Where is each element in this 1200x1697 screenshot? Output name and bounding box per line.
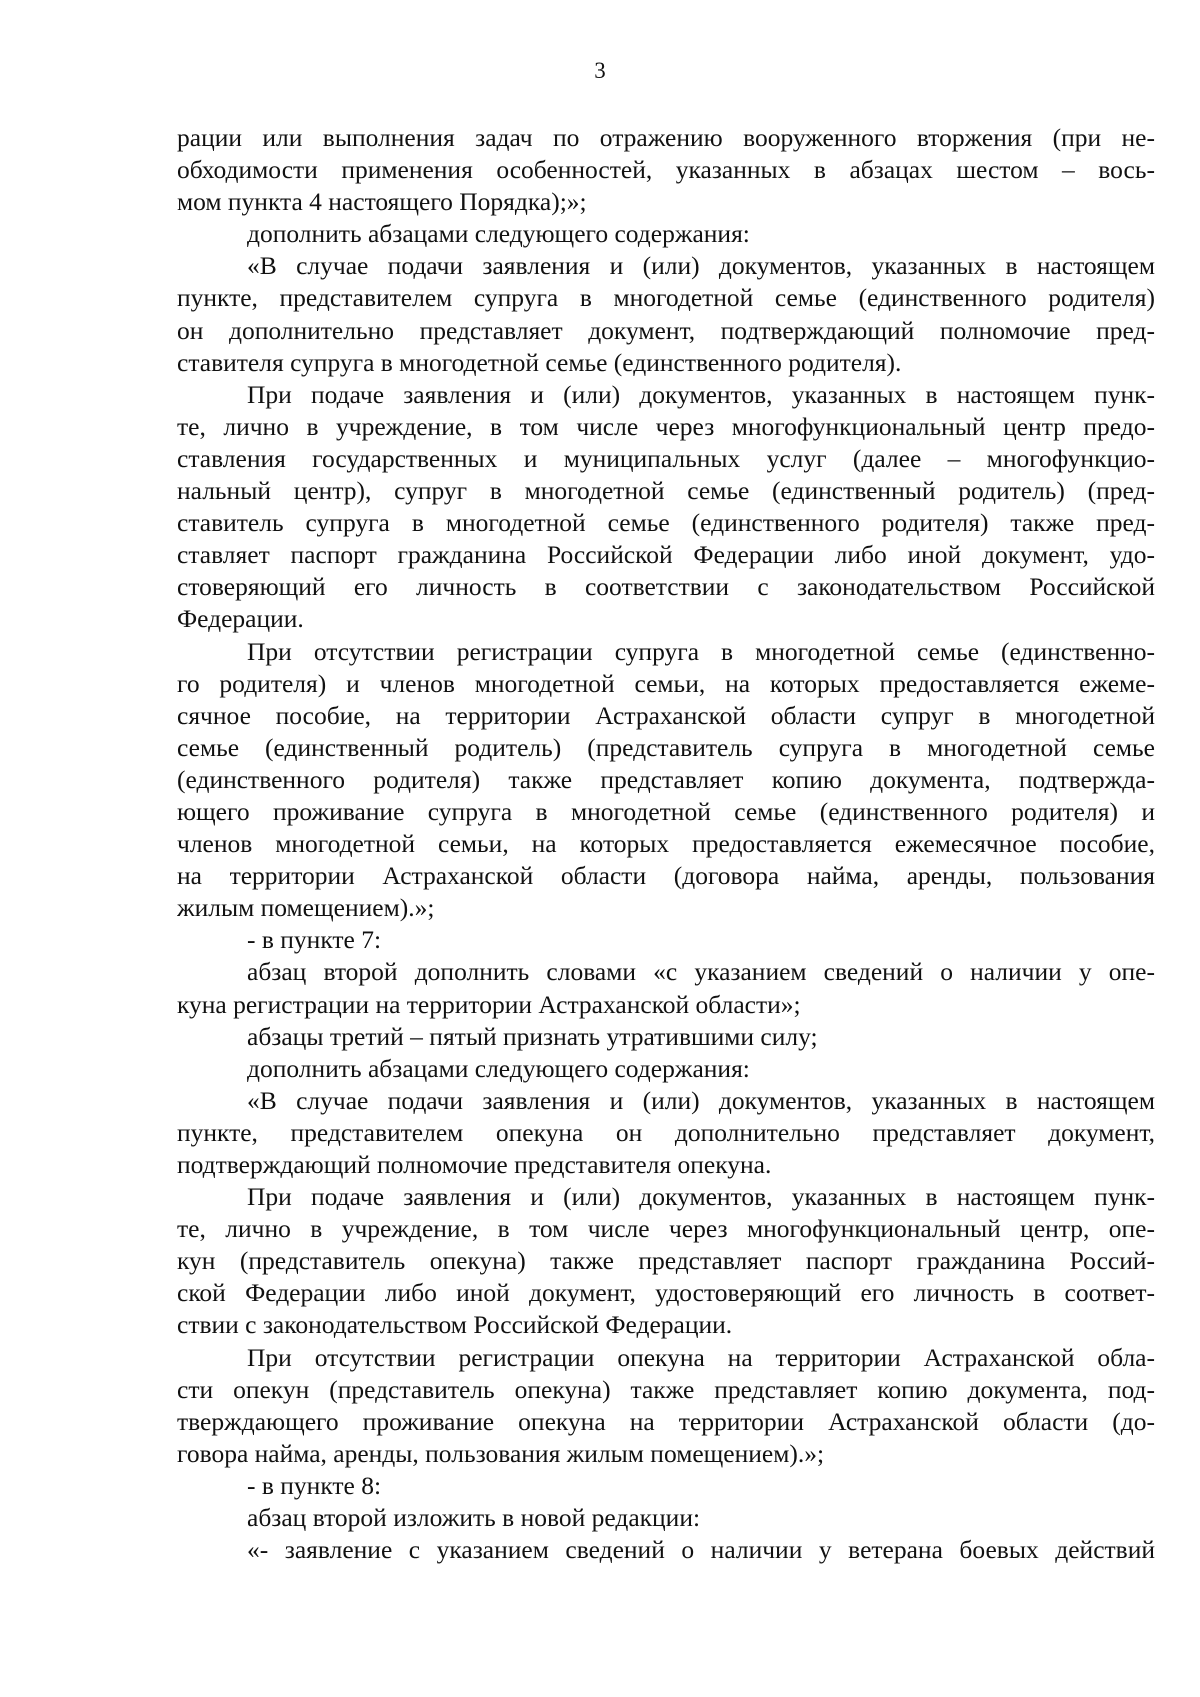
text-line: ставитель супруга в многодетной семье (единственного родителя) также пред- bbox=[177, 508, 1155, 538]
text-line: При подаче заявления и (или) документов, указанных в настоящем пунк- bbox=[247, 379, 1155, 409]
text-line: стоверяющий его личность в соответствии с законодательством Российской bbox=[177, 572, 1155, 602]
text-line: дополнить абзацами следующего содержания: bbox=[247, 1053, 750, 1083]
text-line: ющего проживание супруга в многодетной семье (единственного родителя) и bbox=[177, 796, 1155, 826]
text-line: (единственного родителя) также представляет копию документа, подтвержда- bbox=[177, 764, 1155, 794]
text-line: те, лично в учреждение, в том числе через многофункциональный центр предо- bbox=[177, 411, 1155, 441]
text-line: нальный центр), супруг в многодетной семье (единственный родитель) (пред- bbox=[177, 476, 1155, 506]
text-line: При отсутствии регистрации опекуна на территории Астраханской обла- bbox=[247, 1342, 1155, 1372]
text-line: абзацы третий – пятый признать утратившими силу; bbox=[247, 1021, 818, 1051]
text-line: куна регистрации на территории Астраханской области»; bbox=[177, 989, 801, 1019]
text-line: го родителя) и членов многодетной семьи, на которых предоставляется ежеме- bbox=[177, 668, 1155, 698]
text-line: «В случае подачи заявления и (или) документов, указанных в настоящем bbox=[247, 1085, 1155, 1115]
text-line: Федерации. bbox=[177, 604, 304, 634]
text-line: пункте, представителем опекуна он дополнительно представляет документ, bbox=[177, 1117, 1155, 1147]
text-line: ствии с законодательством Российской Федерации. bbox=[177, 1310, 733, 1340]
text-line: он дополнительно представляет документ, подтверждающий полномочие пред- bbox=[177, 315, 1155, 345]
text-line: членов многодетной семьи, на которых предоставляется ежемесячное пособие, bbox=[177, 829, 1155, 859]
text-line: ской Федерации либо иной документ, удостоверяющий его личность в соответ- bbox=[177, 1278, 1155, 1308]
text-line: ставляет паспорт гражданина Российской Федерации либо иной документ, удо- bbox=[177, 540, 1155, 570]
text-line: дополнить абзацами следующего содержания: bbox=[247, 219, 750, 249]
text-line: При отсутствии регистрации супруга в многодетной семье (единственно- bbox=[247, 636, 1155, 666]
text-line: кун (представитель опекуна) также представляет паспорт гражданина Россий- bbox=[177, 1246, 1155, 1276]
text-line: те, лично в учреждение, в том числе через многофункциональный центр, опе- bbox=[177, 1214, 1155, 1244]
text-line: ставителя супруга в многодетной семье (единственного родителя). bbox=[177, 347, 902, 377]
text-line: сти опекун (представитель опекуна) также представляет копию документа, под- bbox=[177, 1374, 1155, 1404]
text-line: жилым помещением).»; bbox=[177, 893, 435, 923]
text-line: пункте, представителем супруга в многодетной семье (единственного родителя) bbox=[177, 283, 1155, 313]
document-body bbox=[177, 122, 1155, 1566]
text-line: мом пункта 4 настоящего Порядка);»; bbox=[177, 187, 587, 217]
text-line: на территории Астраханской области (договора найма, аренды, пользования bbox=[177, 861, 1155, 891]
text-line: абзац второй дополнить словами «с указанием сведений о наличии у опе- bbox=[247, 957, 1155, 987]
text-line: рации или выполнения задач по отражению вооруженного вторжения (при не- bbox=[177, 123, 1155, 152]
text-line: «В случае подачи заявления и (или) документов, указанных в настоящем bbox=[247, 251, 1155, 281]
text-line: «- заявление с указанием сведений о наличии у ветерана боевых действий bbox=[247, 1535, 1155, 1565]
text-line: - в пункте 8: bbox=[247, 1470, 382, 1500]
text-line: подтверждающий полномочие представителя опекуна. bbox=[177, 1150, 772, 1179]
text-line: обходимости применения особенностей, указанных в абзацах шестом – вось- bbox=[177, 155, 1155, 185]
text-line: сячное пособие, на территории Астраханской области супруг в многодетной bbox=[177, 700, 1155, 730]
text-line: говора найма, аренды, пользования жилым помещением).»; bbox=[177, 1438, 825, 1468]
text-line: семье (единственный родитель) (представитель супруга в многодетной семье bbox=[177, 732, 1155, 762]
text-line: тверждающего проживание опекуна на территории Астраханской области (до- bbox=[177, 1406, 1155, 1436]
text-line: ставления государственных и муниципальных услуг (далее – многофункцио- bbox=[177, 443, 1155, 473]
page-number: 3 bbox=[594, 58, 606, 83]
text-line: При подаче заявления и (или) документов, указанных в настоящем пунк- bbox=[247, 1182, 1155, 1212]
text-line: - в пункте 7: bbox=[247, 925, 382, 955]
text-line: абзац второй изложить в новой редакции: bbox=[247, 1503, 701, 1533]
